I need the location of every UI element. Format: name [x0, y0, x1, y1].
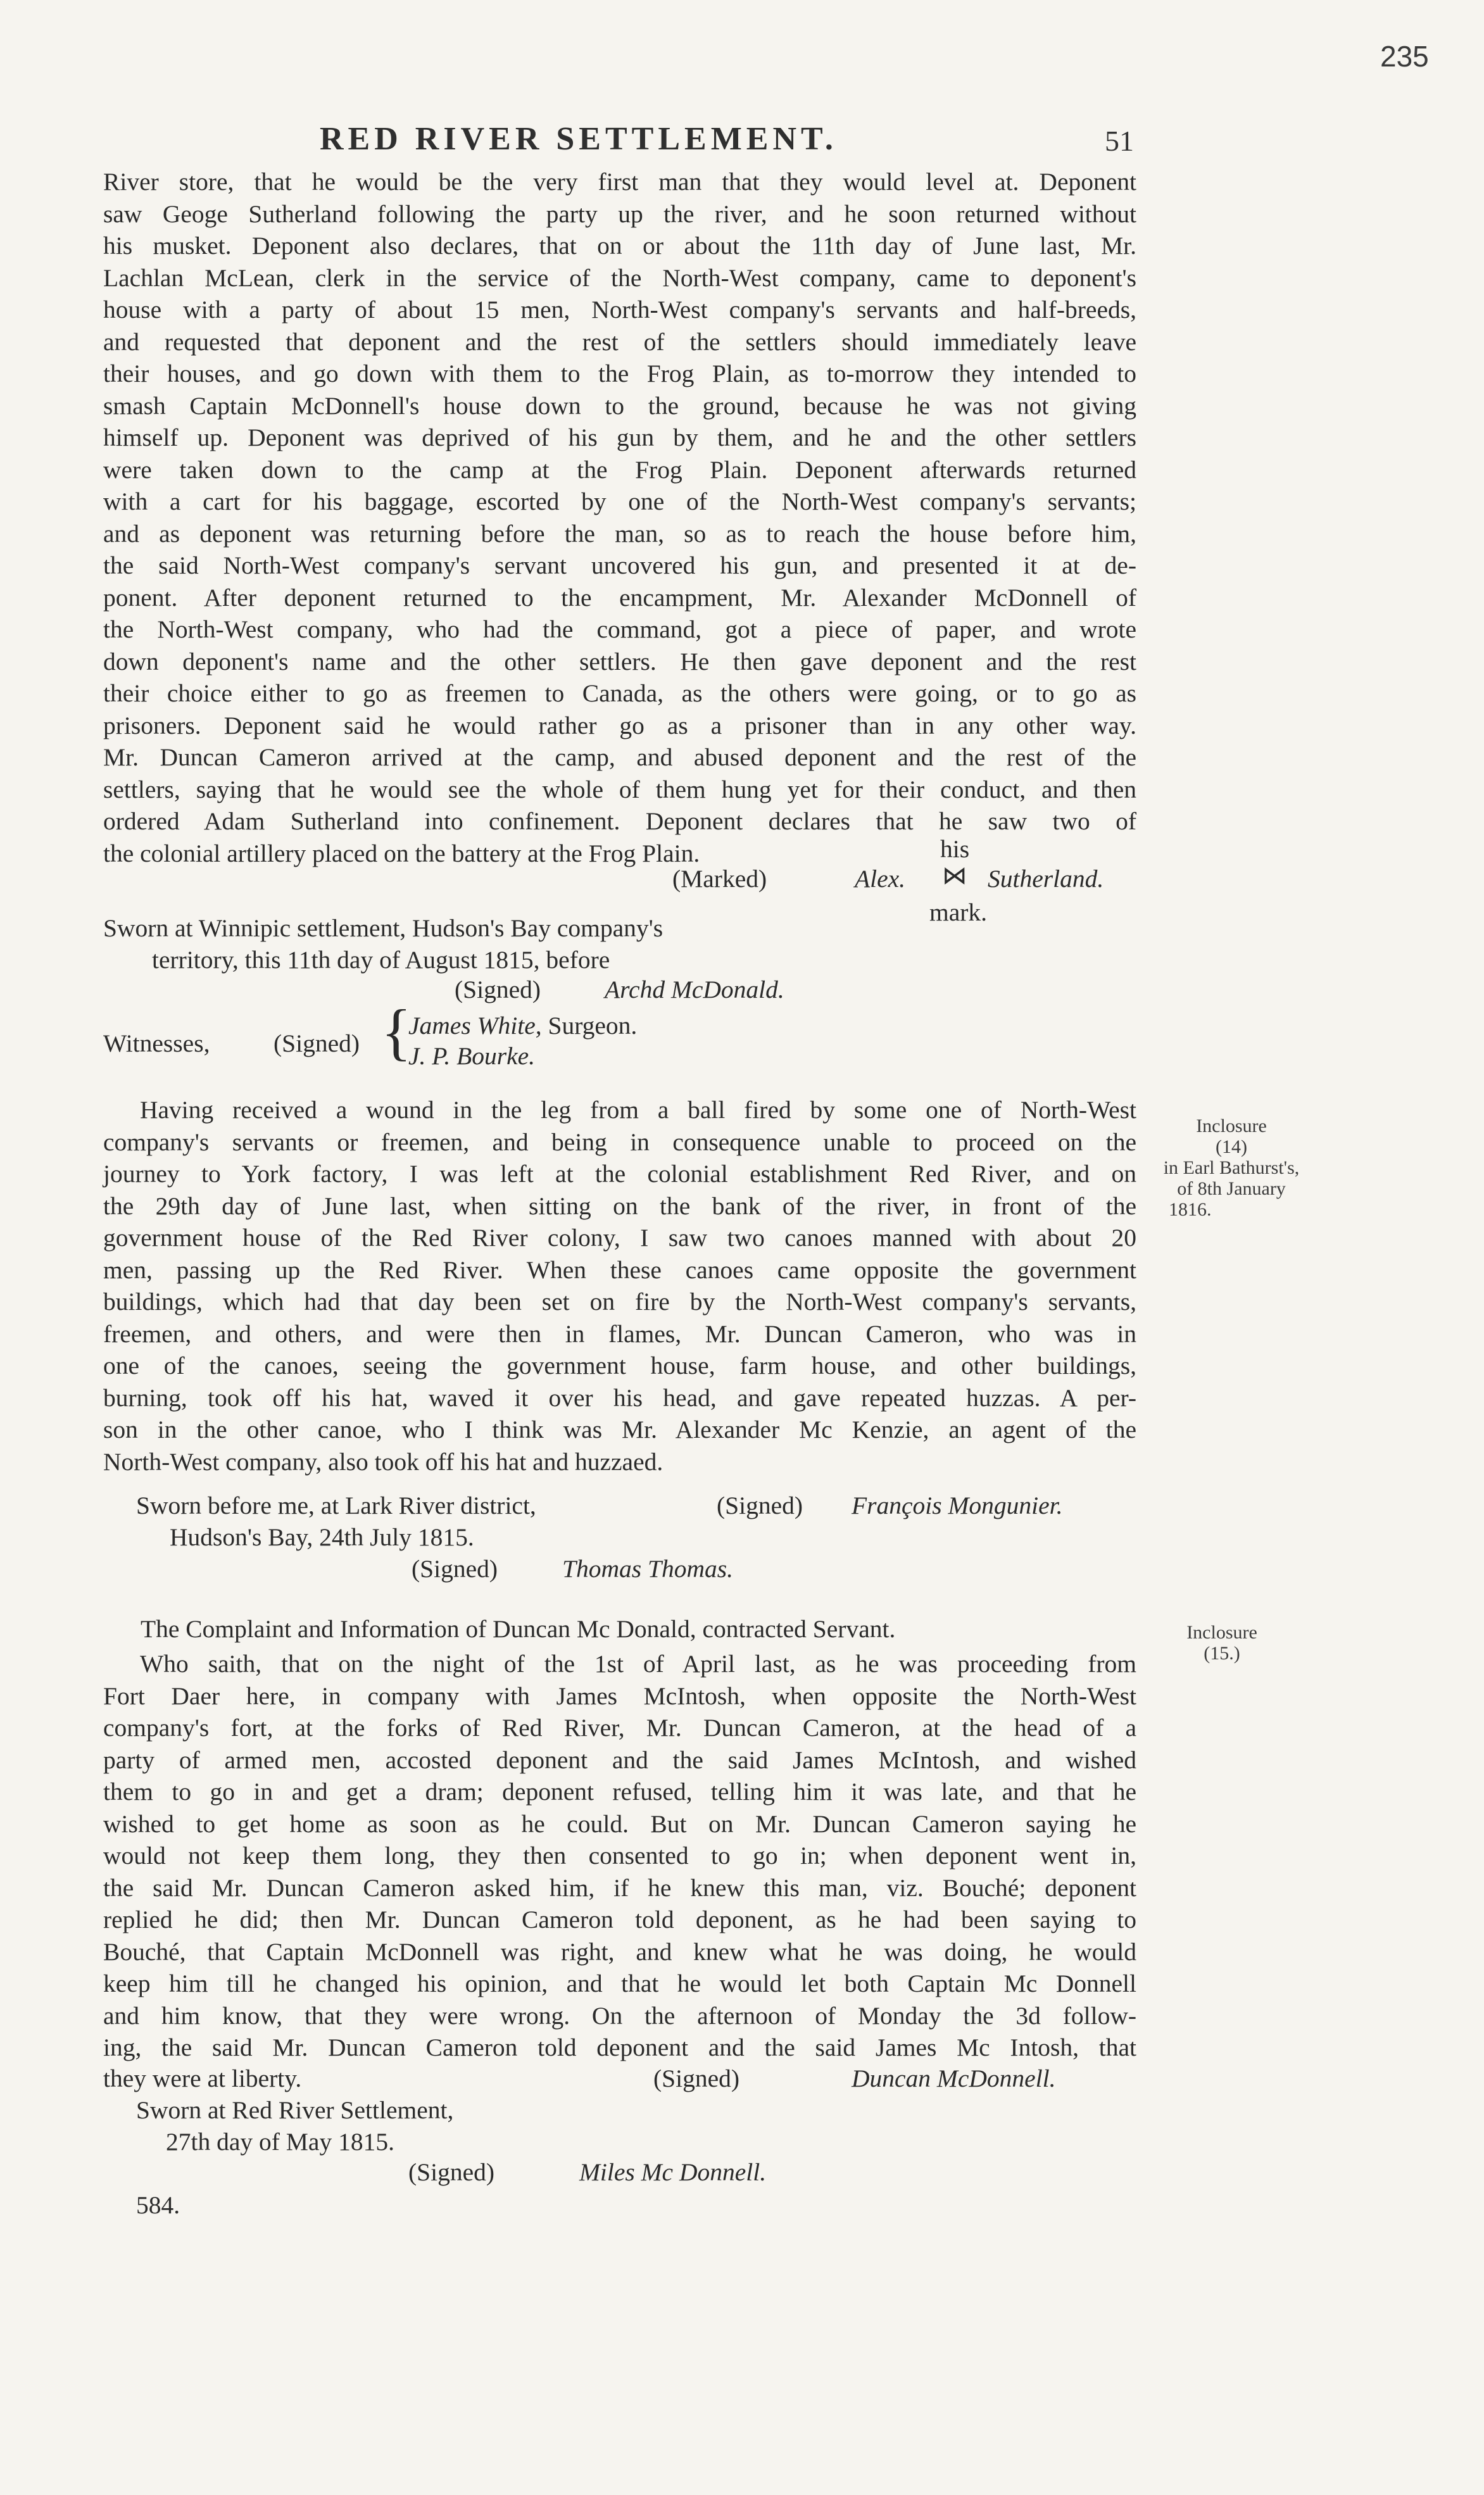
witness-title: Surgeon. — [548, 1012, 638, 1040]
text-line: replied he did; then Mr. Duncan Cameron told deponent, as he had been saying to — [103, 1906, 1136, 1933]
text-line: keep him till he changed his opinion, and that he would let both Captain Mc Donnell — [103, 1970, 1136, 1997]
sworn-line: Sworn at Winnipic settlement, Hudson's Bay company's — [103, 914, 663, 942]
signer-name: Duncan McDonnell. — [852, 2065, 1056, 2092]
note-line: 1816. — [1169, 1199, 1212, 1220]
text-line: were taken down to the camp at the Frog Plain. Deponent afterwards returned — [103, 455, 1136, 484]
mark-symbol: ⋈ — [942, 862, 967, 889]
text-line: burning, took off his hat, waved it over his head, and gave repeated huzzas. A per- — [103, 1383, 1136, 1412]
text-line: the colonial artillery placed on the battery at the Frog Plain. — [103, 839, 700, 867]
text-line: prisoners. Deponent said he would rather go as a prisoner than in any other way. — [103, 711, 1136, 739]
text-line: River store, that he would be the very first man that they would level at. Deponent — [103, 168, 1136, 196]
signer-name: François Mongunier. — [852, 1492, 1063, 1519]
witness-name: J. P. Bourke. — [408, 1042, 536, 1070]
text-line: North-West company, also took off his hat and huzzaed. — [103, 1447, 663, 1476]
text-line: Mr. Duncan Cameron arrived at the camp, and abused deponent and the rest of the — [103, 743, 1136, 771]
inclosure-14-note — [1159, 1116, 1304, 1220]
text-line: them to go in and get a dram; deponent refused, telling him it was late, and that he — [103, 1778, 1136, 1806]
text-line: men, passing up the Red River. When these canoes came opposite the government — [103, 1255, 1136, 1284]
text-line: party of armed men, accosted deponent and the said James McIntosh, and wished — [103, 1745, 1136, 1774]
note-line: Inclosure — [1186, 1622, 1257, 1643]
inclosure-14-text — [103, 1094, 1136, 1478]
before-name: Miles Mc Donnell. — [579, 2158, 767, 2186]
text-line: one of the canoes, seeing the government house, farm house, and other buildings, — [103, 1352, 1136, 1379]
note-line: (14) — [1216, 1136, 1247, 1157]
text-line: journey to York factory, I was left at the colonial establishment Red River, and on — [103, 1160, 1136, 1188]
text-line: himself up. Deponent was deprived of his gun by them, and he and the other settlers — [103, 424, 1136, 451]
mark-his: his — [940, 835, 970, 863]
sworn-line: territory, this 11th day of August 1815, before — [152, 946, 610, 974]
footer-number: 584. — [136, 2191, 180, 2219]
text-line: Fort Daer here, in company with James McIntosh, when opposite the North-West — [103, 1681, 1136, 1710]
text-line: ordered Adam Sutherland into confinement. Deponent declares that he saw two of — [103, 807, 1136, 835]
text-line: and requested that deponent and the rest of the settlers should immediately leave — [103, 327, 1136, 356]
text-line: settlers, saying that he would see the whole of them hung yet for their conduct, and then — [103, 775, 1136, 803]
note-line: (15.) — [1204, 1643, 1240, 1664]
text-line: company's servants or freemen, and being in consequence unable to proceed on the — [103, 1128, 1136, 1156]
page-folio: 51 — [1105, 125, 1134, 157]
note-line: Inclosure — [1196, 1116, 1267, 1136]
text-line: his musket. Deponent also declares, that on or about the 11th day of June last, Mr. — [103, 232, 1136, 260]
running-head: RED RIVER SETTLEMENT. — [320, 121, 838, 157]
complaint-heading: The Complaint and Information of Duncan Mc Donald, contracted Servant. — [141, 1615, 896, 1643]
text-line: ponent. After deponent returned to the encampment, Mr. Alexander McDonnell of — [103, 583, 1136, 612]
before-name: Thomas Thomas. — [562, 1555, 733, 1583]
text-line: the North-West company, who had the command, got a piece of paper, and wrote — [103, 615, 1136, 643]
text-line: ing, the said Mr. Duncan Cameron told deponent and the said James Mc Intosh, that — [103, 2033, 1136, 2061]
text-line: their houses, and go down with them to the Frog Plain, as to-morrow they intended to — [103, 360, 1136, 387]
inclosure-15-text — [103, 1648, 1136, 2064]
signed-label: (Signed) — [455, 976, 541, 1003]
text-line: house with a party of about 15 men, North-West company's servants and half-breeds, — [103, 296, 1136, 324]
signed-label: (Signed) — [408, 2158, 495, 2186]
text-line: saw Geoge Sutherland following the party up the river, and he soon returned without — [103, 199, 1136, 228]
sworn-line: Hudson's Bay, 24th July 1815. — [170, 1523, 474, 1551]
signed-label: (Signed) — [717, 1492, 803, 1519]
brace-icon: { — [381, 996, 412, 1067]
sworn-line: 27th day of May 1815. — [166, 2128, 394, 2156]
text-line: the 29th day of June last, when sitting on the bank of the river, in front of the — [103, 1191, 1136, 1220]
archive-page-number: 235 — [1380, 40, 1429, 73]
inclosure-15-note — [1178, 1622, 1266, 1664]
signer-last-name: Sutherland. — [988, 865, 1104, 893]
signer-first-name: Alex. — [855, 865, 906, 893]
text-line: the said Mr. Duncan Cameron asked him, if he knew this man, viz. Bouché; deponent — [103, 1873, 1136, 1902]
text-line: and as deponent was returning before the man, so as to reach the house before him, — [103, 519, 1136, 548]
text-line: Lachlan McLean, clerk in the service of the North-West company, came to deponent's — [103, 263, 1136, 292]
text-line: government house of the Red River colony, I saw two canoes manned with about 20 — [103, 1224, 1136, 1252]
text-line: Having received a wound in the leg from a ball fired by some one of North-West — [140, 1096, 1136, 1124]
text-line: smash Captain McDonnell's house down to the ground, because he was not giving — [103, 391, 1136, 420]
marked-label: (Marked) — [672, 865, 767, 893]
text-line: would not keep them long, they then consented to go in; when deponent went in, — [103, 1842, 1136, 1870]
deposition-one-text — [103, 166, 1136, 869]
witness-line — [408, 1011, 637, 1040]
text-line: down deponent's name and the other settlers. He then gave deponent and the rest — [103, 647, 1136, 676]
sworn-line: Sworn before me, at Lark River district, — [136, 1492, 536, 1519]
witnesses-signed: (Signed) — [274, 1029, 360, 1057]
witness-name: James White, — [408, 1012, 542, 1040]
last-line: they were at liberty. — [103, 2065, 302, 2092]
signed-label: (Signed) — [653, 2065, 740, 2092]
sworn-line: Sworn at Red River Settlement, — [136, 2096, 454, 2124]
text-line: freemen, and others, and were then in flames, Mr. Duncan Cameron, who was in — [103, 1319, 1136, 1348]
witnesses-label: Witnesses, — [103, 1029, 210, 1057]
text-line: Who saith, that on the night of the 1st of April last, as he was proceeding from — [140, 1650, 1136, 1678]
text-line: buildings, which had that day been set on fire by the North-West company's servants, — [103, 1288, 1136, 1316]
text-line: company's fort, at the forks of Red River, Mr. Duncan Cameron, at the head of a — [103, 1714, 1136, 1742]
text-line: wished to get home as soon as he could. But on Mr. Duncan Cameron saying he — [103, 1809, 1136, 1838]
note-line: in Earl Bathurst's, — [1163, 1157, 1300, 1178]
note-line: of 8th January — [1177, 1178, 1286, 1199]
before-name: Archd McDonald. — [605, 976, 784, 1003]
text-line: Bouché, that Captain McDonnell was right, and knew what he was doing, he would — [103, 1937, 1136, 1966]
signed-label: (Signed) — [412, 1555, 498, 1583]
text-line: son in the other canoe, who I think was Mr. Alexander Mc Kenzie, an agent of the — [103, 1416, 1136, 1443]
text-line: their choice either to go as freemen to Canada, as the others were going, or to go as — [103, 679, 1136, 707]
mark-word: mark. — [929, 898, 988, 926]
text-line: with a cart for his baggage, escorted by one of the North-West company's servants; — [103, 487, 1136, 515]
text-line: and him know, that they were wrong. On the afternoon of Monday the 3d follow- — [103, 2001, 1136, 2030]
text-line: the said North-West company's servant uncovered his gun, and presented it at de- — [103, 551, 1136, 579]
